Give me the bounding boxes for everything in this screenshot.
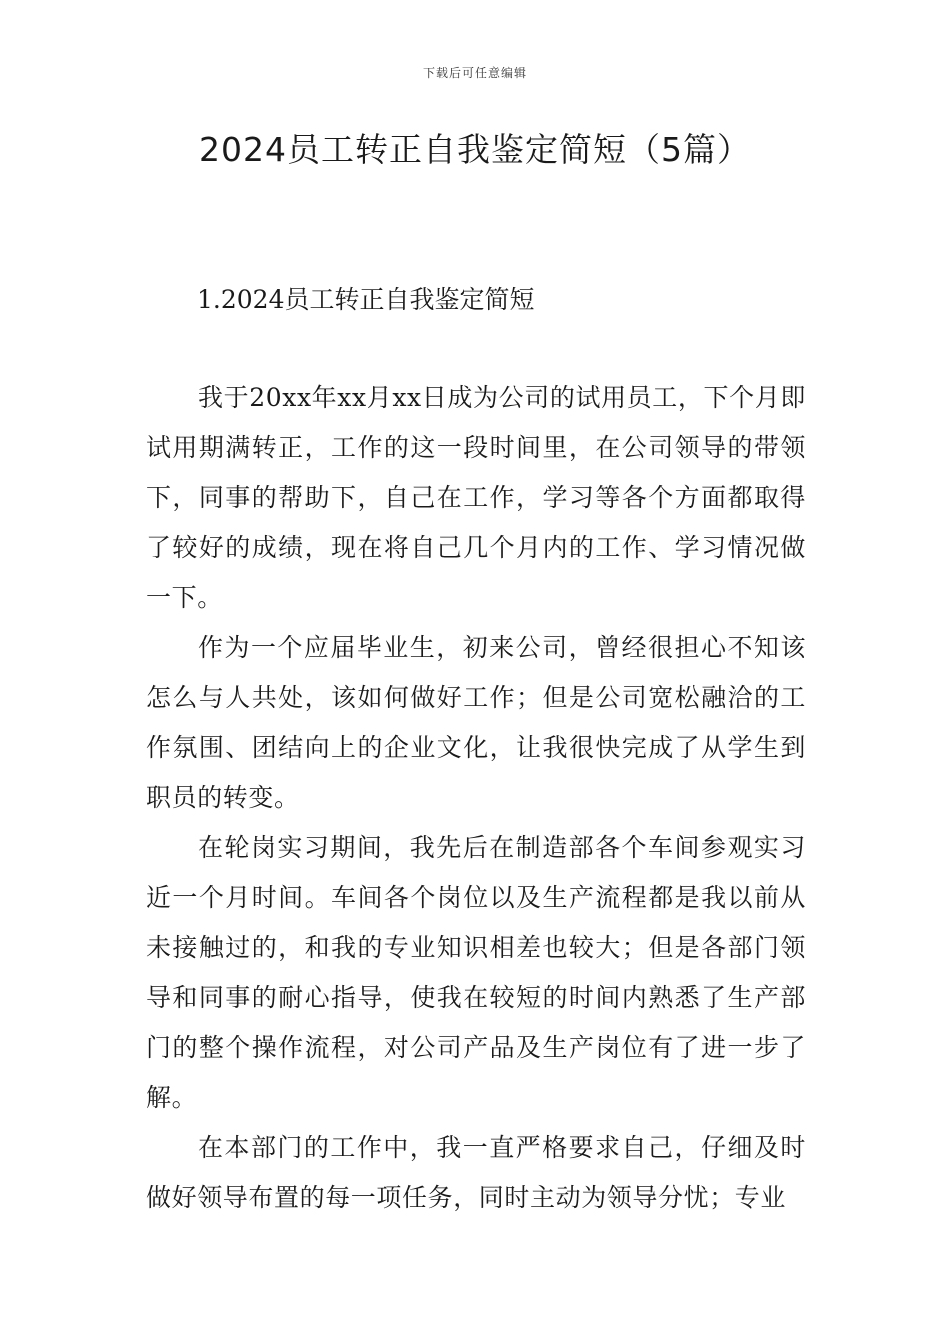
paragraph-1: 我于20xx年xx月xx日成为公司的试用员工，下个月即试用期满转正，工作的这一段时间里，在公司领导的带领下，同事的帮助下，自己在工作，学习等各个方面都取得了较好的成绩，现在将自己几个月内的工作、学习情况做一下。 bbox=[146, 383, 806, 612]
paragraph-3: 在轮岗实习期间，我先后在制造部各个车间参观实习近一个月时间。车间各个岗位以及生产流程都是我以前从未接触过的，和我的专业知识相差也较大；但是各部门领导和同事的耐心指导，使我在较短的时间内熟悉了生产部门的整个操作流程，对公司产品及生产岗位有了进一步了解。 bbox=[146, 833, 806, 1112]
body-text bbox=[146, 373, 806, 1223]
section-heading: 1.2024员工转正自我鉴定简短 bbox=[197, 285, 535, 314]
paragraph-4: 在本部门的工作中，我一直严格要求自己，仔细及时做好领导布置的每一项任务，同时主动为领导分忧；专业 bbox=[146, 1133, 806, 1212]
paragraph-2: 作为一个应届毕业生，初来公司，曾经很担心不知该怎么与人共处，该如何做好工作；但是公司宽松融洽的工作氛围、团结向上的企业文化，让我很快完成了从学生到职员的转变。 bbox=[146, 633, 806, 812]
header-note: 下载后可任意编辑 bbox=[422, 66, 527, 80]
document-title: 2024员工转正自我鉴定简短（5篇） bbox=[199, 130, 751, 169]
